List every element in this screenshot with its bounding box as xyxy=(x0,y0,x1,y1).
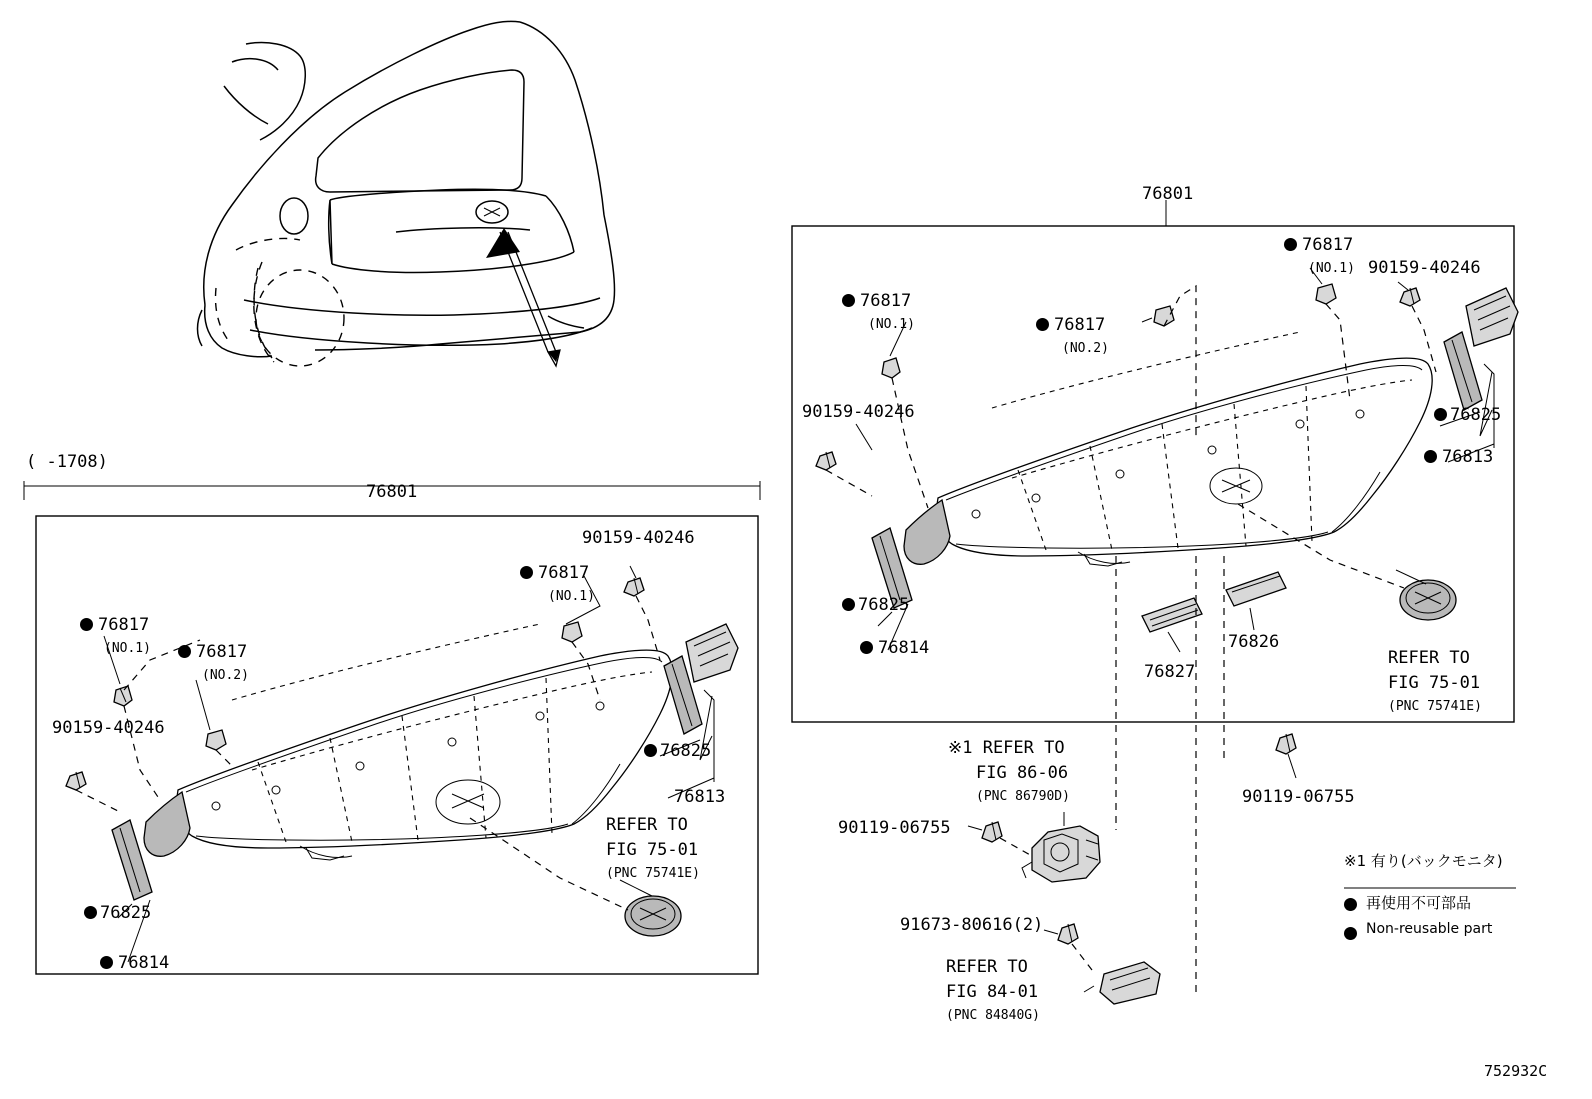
label-refer-86-06-l3: (PNC 86790D) xyxy=(976,789,1070,804)
label-refer-75-01-left-l1: REFER TO xyxy=(606,815,688,835)
legend-dot-en xyxy=(1344,927,1357,940)
label-refer-86-06-l1: ※1 REFER TO xyxy=(948,738,1065,758)
vehicle-illustration xyxy=(198,21,615,366)
label-76814-left: 76814 xyxy=(118,953,170,973)
label-76817-no1-left-top-sub: (NO.1) xyxy=(548,589,595,604)
label-76825-right-right: 76825 xyxy=(1450,405,1502,425)
label-76827: 76827 xyxy=(1144,662,1196,682)
legend-dot-jp xyxy=(1344,898,1357,911)
non-reusable-dot-r6 xyxy=(842,598,855,611)
right-panel-artwork xyxy=(816,268,1518,994)
non-reusable-dot-r1 xyxy=(842,294,855,307)
label-76817-no1-left-top: 76817 xyxy=(538,563,590,583)
non-reusable-dot-l6 xyxy=(100,956,113,969)
non-reusable-dot-l4 xyxy=(644,744,657,757)
label-76817-no2-left: 76817 xyxy=(196,642,248,662)
label-76813-left: 76813 xyxy=(674,787,726,807)
label-76817-no2-right: 76817 xyxy=(1054,315,1106,335)
label-refer-75-01-right-l2: FIG 75-01 xyxy=(1388,673,1481,693)
label-76817-no2-left-sub: (NO.2) xyxy=(202,668,249,683)
non-reusable-dot-l1 xyxy=(80,618,93,631)
non-reusable-dot-r2 xyxy=(1036,318,1049,331)
non-reusable-dot-r4 xyxy=(1434,408,1447,421)
label-76825-right-left: 76825 xyxy=(858,595,910,615)
label-76817-no2-right-sub: (NO.2) xyxy=(1062,341,1109,356)
right-group-title: 76801 xyxy=(1142,184,1194,204)
left-panel-artwork xyxy=(66,566,738,962)
label-76825-left-right: 76825 xyxy=(660,741,712,761)
legend-item-jp: 再使用不可部品 xyxy=(1366,894,1472,912)
non-reusable-dot-r5 xyxy=(1424,450,1437,463)
label-76817-no1-right-top-sub: (NO.1) xyxy=(1308,261,1355,276)
label-76814-right: 76814 xyxy=(878,638,930,658)
left-group-title: 76801 xyxy=(366,482,418,502)
label-76817-no1-right: 76817 xyxy=(860,291,912,311)
non-reusable-dot-l5 xyxy=(84,906,97,919)
non-reusable-dot-l2 xyxy=(178,645,191,658)
label-refer-84-01-l3: (PNC 84840G) xyxy=(946,1008,1040,1023)
label-76817-no1-right-top: 76817 xyxy=(1302,235,1354,255)
label-90159-40246-left: 90159-40246 xyxy=(52,718,165,738)
label-refer-84-01-l1: REFER TO xyxy=(946,957,1028,977)
label-90159-40246-left-top: 90159-40246 xyxy=(582,528,695,548)
label-90159-40246-right-top: 90159-40246 xyxy=(1368,258,1481,278)
non-reusable-dot-l3 xyxy=(520,566,533,579)
label-refer-75-01-left-l3: (PNC 75741E) xyxy=(606,866,700,881)
non-reusable-dot-r7 xyxy=(860,641,873,654)
label-76817-no1-left-sub: (NO.1) xyxy=(104,641,151,656)
vehicle-date-note: ( -1708) xyxy=(26,452,108,472)
label-76817-no1-left: 76817 xyxy=(98,615,150,635)
legend-item-en: Non-reusable part xyxy=(1366,921,1493,937)
label-refer-86-06-l2: FIG 86-06 xyxy=(976,763,1069,783)
label-91673-80616: 91673-80616(2) xyxy=(900,915,1044,935)
label-90119-06755-left: 90119-06755 xyxy=(838,818,951,838)
label-refer-84-01-l2: FIG 84-01 xyxy=(946,982,1039,1002)
label-refer-75-01-right-l1: REFER TO xyxy=(1388,648,1470,668)
label-refer-75-01-right-l3: (PNC 75741E) xyxy=(1388,699,1482,714)
label-76825-left-left: 76825 xyxy=(100,903,152,923)
label-90159-40246-right-left: 90159-40246 xyxy=(802,402,915,422)
non-reusable-dot-r3 xyxy=(1284,238,1297,251)
figure-code: 752932C xyxy=(1484,1062,1548,1080)
label-76826: 76826 xyxy=(1228,632,1280,652)
label-76813-right: 76813 xyxy=(1442,447,1494,467)
label-refer-75-01-left-l2: FIG 75-01 xyxy=(606,840,699,860)
label-90119-06755-right: 90119-06755 xyxy=(1242,787,1355,807)
label-76817-no1-right-sub: (NO.1) xyxy=(868,317,915,332)
legend-note-jp: ※1 有り(バックモニタ) xyxy=(1344,852,1503,870)
